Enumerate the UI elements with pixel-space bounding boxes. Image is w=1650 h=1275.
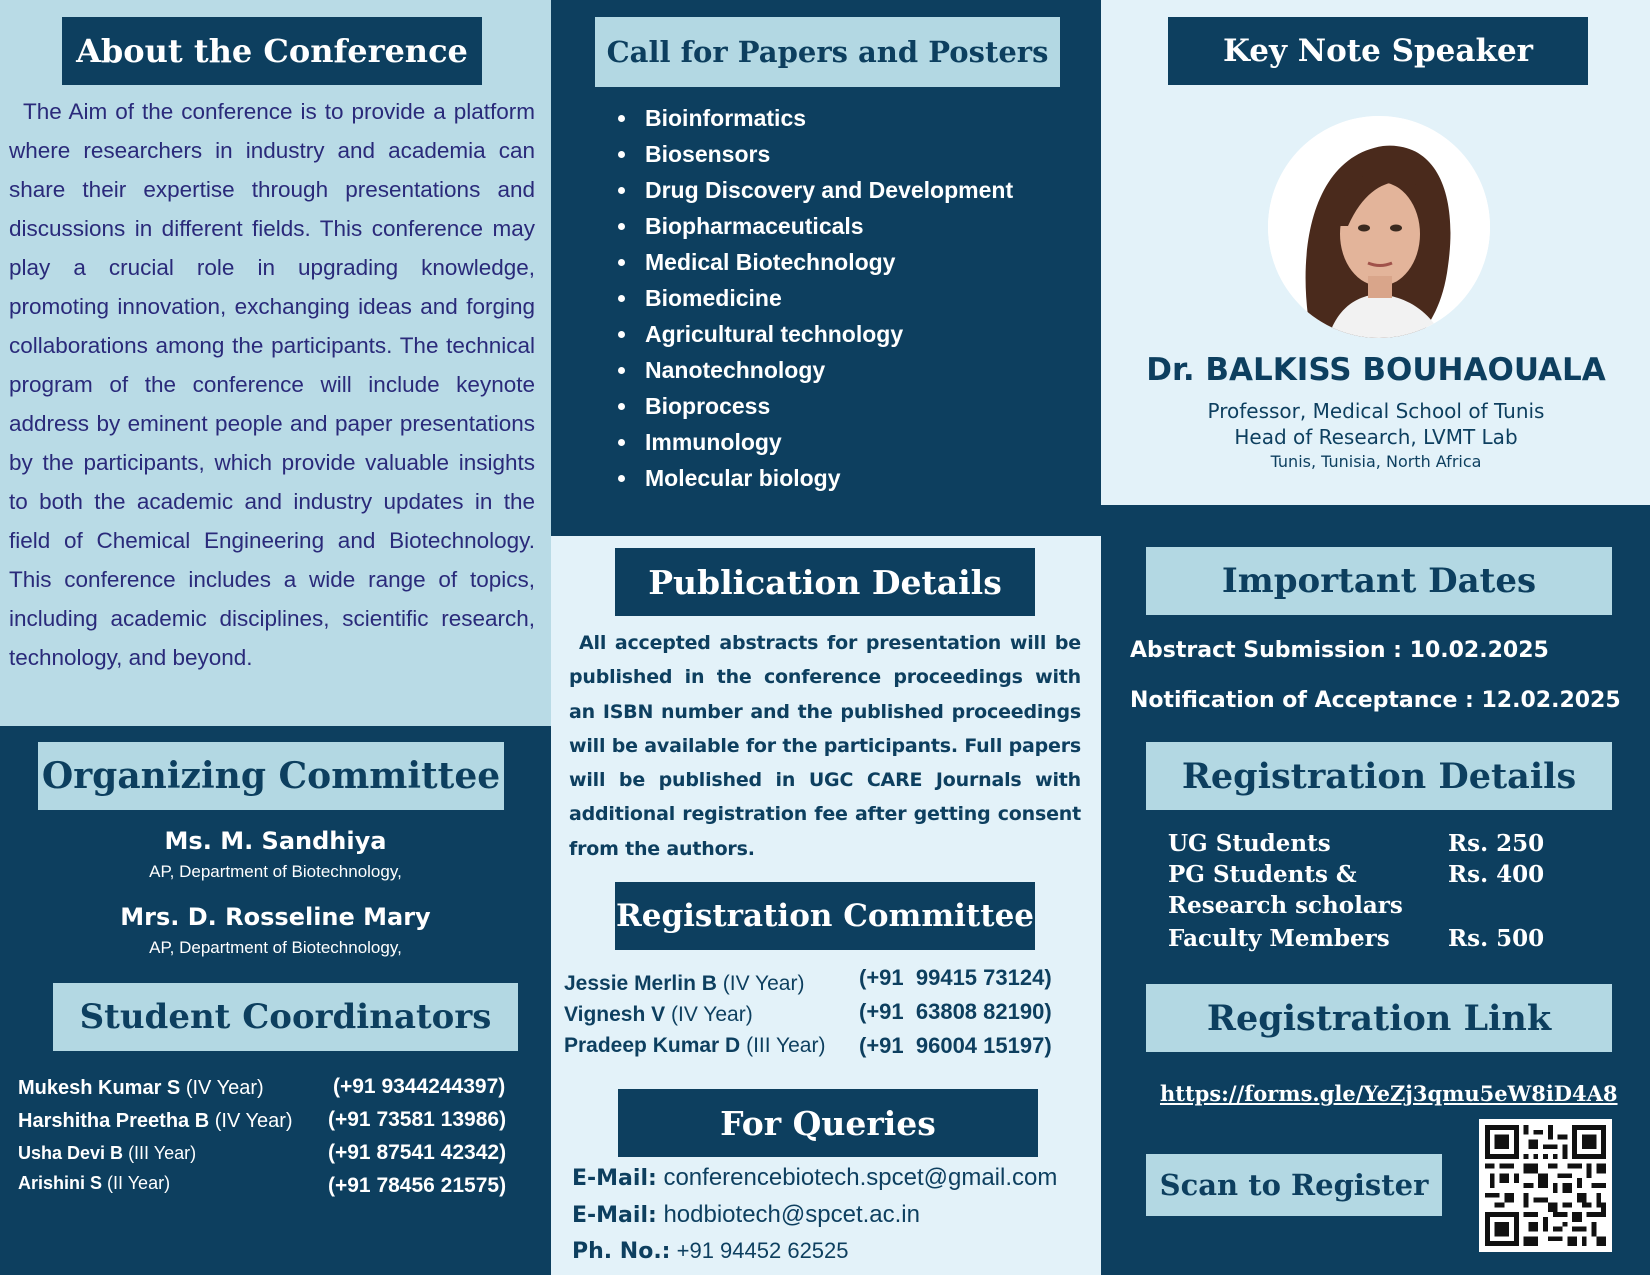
date-label: Abstract Submission : [1130, 638, 1410, 663]
topic-item: Drug Discovery and Development [618, 172, 1013, 208]
about-text: The Aim of the conference is to provide a platform where researchers in industry and academia can share their expertise through presentations and discussions in different fields. This conference may play a crucial role in upgrading knowledge, promoting innovation, exchanging ideas and forging collaborations among the participants. The technical program of the conference will include keynote address by eminent people and paper presentations by the participants, which provide valuable insights to both the academic and industry updates in the field of Chemical Engineering and Biotechnology. This conference includes a wide range of topics, including academic disciplines, scientific research, technology, and beyond. [9, 99, 535, 670]
regcommittee-year: (III Year) [746, 1034, 826, 1057]
about-title: About the Conference [62, 17, 482, 85]
date-value: 10.02.2025 [1409, 638, 1549, 663]
organizer-name: Ms. M. Sandhiya [164, 827, 387, 855]
publication-text: All accepted abstracts for presentation will be published in the conference proceedings with an ISBN number and the published proceedings will be available for the participants. Full papers will be published in UGC CARE Journals with additional registration fee after getting consent from the authors. [569, 632, 1081, 860]
regcommittee-year: (IV Year) [671, 1003, 753, 1026]
student-name: Usha Devi B [18, 1143, 124, 1163]
qr-code-icon[interactable] [1479, 1119, 1612, 1252]
student-name: Arishini S [18, 1173, 103, 1193]
speaker-name: Dr. BALKISS BOUHAOUALA [1146, 352, 1606, 388]
student-year: (IV Year) [214, 1110, 293, 1132]
speaker-location: Tunis, Tunisia, North Africa [1270, 452, 1482, 471]
student-row [18, 1173, 170, 1194]
scan-to-register-label: Scan to Register [1146, 1154, 1442, 1216]
fee-label: PG Students & [1168, 861, 1357, 888]
important-dates-title: Important Dates [1146, 547, 1612, 615]
student-year: (III Year) [128, 1143, 197, 1163]
fee-amount: Rs. 400 [1448, 861, 1545, 888]
query-phone: +91 94452 62525 [676, 1238, 849, 1263]
regcommittee-row [564, 1034, 825, 1058]
fee-label: Research scholars [1168, 892, 1403, 919]
registration-url-link[interactable]: https://forms.gle/YeZj3qmu5eW8iD4A8 [1160, 1081, 1618, 1106]
organizing-committee-title: Organizing Committee [38, 742, 504, 810]
speaker-title-line: Head of Research, LVMT Lab [1234, 425, 1518, 449]
date-value: 12.02.2025 [1481, 688, 1621, 713]
student-row [18, 1077, 264, 1100]
topic-item: Immunology [618, 424, 1013, 460]
topic-item: Bioprocess [618, 388, 1013, 424]
qr-pattern-icon [1485, 1125, 1606, 1246]
date-row [1130, 688, 1621, 713]
student-phone: (+91 73581 13986) [328, 1108, 507, 1131]
regcommittee-name: Vignesh V [564, 1003, 666, 1026]
regcommittee-year: (IV Year) [722, 972, 805, 995]
query-label: Ph. No.: [572, 1239, 671, 1264]
regcommittee-name: Pradeep Kumar D [564, 1034, 741, 1057]
regcommittee-phone: (+91 99415 73124) [859, 965, 1052, 990]
student-row [18, 1143, 196, 1164]
queries-title: For Queries [618, 1089, 1038, 1157]
student-year: (IV Year) [185, 1077, 264, 1099]
speaker-photo [1268, 116, 1490, 338]
keynote-title: Key Note Speaker [1168, 17, 1588, 85]
query-email[interactable]: hodbiotech@spcet.ac.in [663, 1201, 920, 1228]
student-coordinators-title: Student Coordinators [53, 983, 518, 1051]
topic-item: Biosensors [618, 136, 1013, 172]
registration-details-title: Registration Details [1146, 742, 1612, 810]
query-label: E-Mail: [572, 1203, 657, 1228]
registration-committee-title: Registration Committee [615, 882, 1035, 950]
topic-item: Biomedicine [618, 280, 1013, 316]
date-label: Notification of Acceptance : [1130, 688, 1482, 713]
query-row [572, 1238, 849, 1264]
fee-amount: Rs. 250 [1448, 830, 1545, 857]
student-year: (II Year) [107, 1173, 171, 1193]
student-phone: (+91 87541 42342) [328, 1141, 507, 1164]
student-phone: (+91 78456 21575) [328, 1174, 507, 1197]
speaker-portrait-icon [1268, 116, 1490, 338]
fee-label: UG Students [1168, 830, 1331, 857]
student-name: Mukesh Kumar S [18, 1077, 181, 1099]
papers-title: Call for Papers and Posters [595, 17, 1060, 87]
organizer-role: AP, Department of Biotechnology, [149, 862, 402, 881]
topic-item: Bioinformatics [618, 100, 1013, 136]
topic-item: Medical Biotechnology [618, 244, 1013, 280]
student-phone: (+91 9344244397) [333, 1075, 506, 1098]
regcommittee-phone: (+91 96004 15197) [859, 1033, 1052, 1058]
query-email[interactable]: conferencebiotech.spcet@gmail.com [663, 1164, 1058, 1191]
query-row [572, 1201, 920, 1229]
student-name: Harshitha Preetha B [18, 1110, 210, 1132]
regcommittee-row [564, 972, 804, 996]
topic-item: Biopharmaceuticals [618, 208, 1013, 244]
query-label: E-Mail: [572, 1166, 657, 1191]
registration-link-title: Registration Link [1146, 984, 1612, 1052]
speaker-title-line: Professor, Medical School of Tunis [1207, 399, 1545, 423]
regcommittee-phone: (+91 63808 82190) [859, 999, 1052, 1024]
student-row [18, 1110, 293, 1133]
date-row [1130, 638, 1549, 663]
organizer-name: Mrs. D. Rosseline Mary [120, 903, 431, 931]
query-row [572, 1164, 1057, 1192]
regcommittee-row [564, 1003, 753, 1027]
regcommittee-name: Jessie Merlin B [564, 972, 717, 995]
fee-label: Faculty Members [1168, 925, 1390, 952]
topic-item: Molecular biology [618, 460, 1013, 496]
organizer-role: AP, Department of Biotechnology, [149, 938, 402, 957]
topics-list [618, 100, 1013, 496]
topic-item: Nanotechnology [618, 352, 1013, 388]
publication-title: Publication Details [615, 548, 1035, 616]
fee-amount: Rs. 500 [1448, 925, 1545, 952]
topic-item: Agricultural technology [618, 316, 1013, 352]
